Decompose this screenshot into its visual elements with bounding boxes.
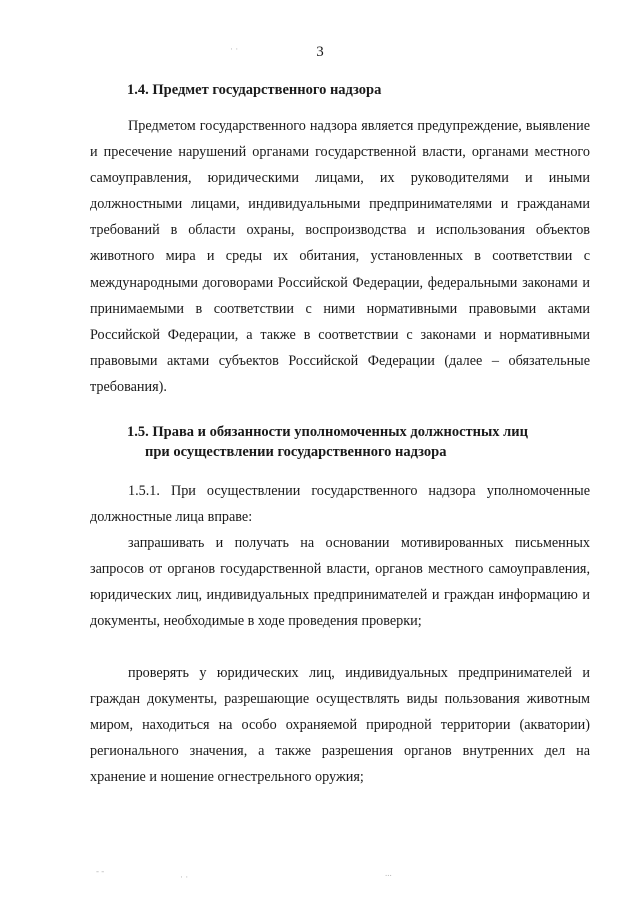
scan-artifact: · ·	[180, 872, 189, 882]
section-heading-1-4: 1.4. Предмет государственного надзора	[127, 82, 382, 98]
section-1-5-1-item-request: запрашивать и получать на основании мотивированных письменных запросов от органов государственной власти, органов местного самоуправления, юридических лиц, индивидуальных предпринимателей и граждан информацию и документы, необходимые в ходе проведения проверки;	[90, 535, 590, 630]
section-heading-1-5-line1: 1.5. Права и обязанности уполномоченных должностных лиц	[127, 424, 529, 440]
section-heading-1-5-line2: при осуществлении государственного надзора	[145, 444, 447, 460]
section-heading-1-5	[127, 422, 597, 462]
scan-artifact: · ·	[230, 44, 239, 54]
section-1-5-1-intro: 1.5.1. При осуществлении государственного надзора уполномоченные должностные лица вправе:	[90, 483, 590, 526]
section-1-4-paragraph: Предметом государственного надзора является предупреждение, выявление и пресечение нарушений органами государственной власти, органами местного самоуправления, юридическими лицами, их руководителями и иными должностными лицами, индивидуальными предпринимателями и гражданами требований в области охраны, воспроизводства и использования объектов животного мира и среды их обитания, установленных в соответствии с международными договорами Российской Федерации, федеральными законами и принимаемыми в соответствии с ними нормативными правовыми актами Российской Федерации, а также в соответствии с законами и нормативными правовыми актами субъектов Российской Федерации (далее – обязательные требования).	[90, 118, 590, 395]
scan-artifact: - -	[96, 866, 105, 876]
section-1-5-1-item-check: проверять у юридических лиц, индивидуальных предпринимателей и граждан документы, разрешающие осуществлять виды пользования животным миром, находиться на особо охраняемой природной территории (акватории) регионального значения, а также разрешения органов внутренних дел на хранение и ношение огнестрельного оружия;	[90, 665, 590, 786]
page-number: 3	[316, 44, 324, 60]
scan-artifact: ...	[385, 868, 392, 878]
